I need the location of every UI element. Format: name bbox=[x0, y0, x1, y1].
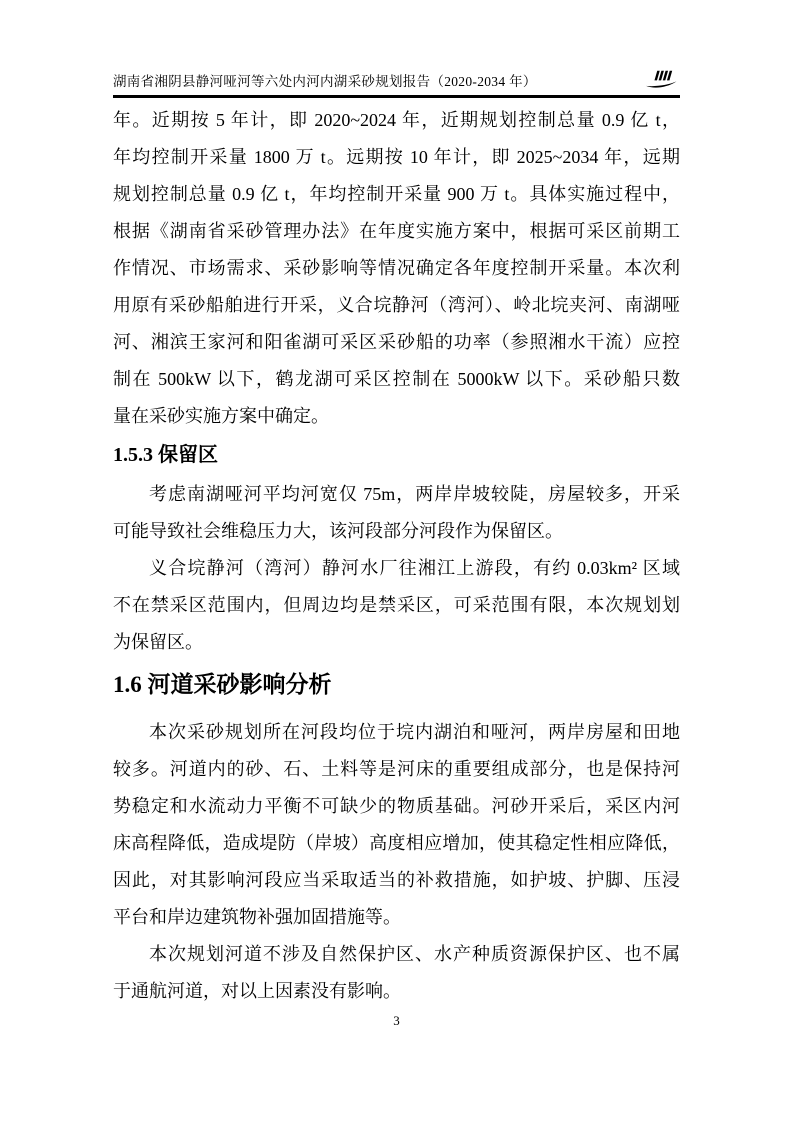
body-text-line: 可能导致社会维稳压力大，该河段部分河段作为保留区。 bbox=[113, 521, 563, 541]
body-text-line: 河、湘滨王家河和阳雀湖可采区采砂船的功率（参照湘水干流）应控 bbox=[113, 332, 680, 352]
body-text-line: 平台和岸边建筑物补强加固措施等。 bbox=[113, 907, 401, 927]
body-text-line: 量在采砂实施方案中确定。 bbox=[113, 406, 329, 426]
body-text-line: 用原有采砂船舶进行开采，义合垸静河（湾河）、岭北垸夹河、南湖哑 bbox=[113, 295, 680, 315]
body-text-line: 规划控制总量 0.9 亿 t，年均控制开采量 900 万 t。具体实施过程中， bbox=[113, 184, 680, 204]
header-rule bbox=[113, 95, 680, 98]
paragraph-continuation bbox=[113, 102, 680, 435]
body-text-line: 因此，对其影响河段应当采取适当的补救措施，如护坡、护脚、压浸 bbox=[113, 870, 680, 890]
page-header bbox=[113, 68, 680, 92]
paragraph bbox=[113, 476, 680, 550]
body-text-line: 根据《湖南省采砂管理办法》在年度实施方案中，根据可采区前期工 bbox=[113, 221, 680, 241]
heading-1-5-3: 1.5.3 保留区 bbox=[113, 444, 218, 466]
body-text-line: 为保留区。 bbox=[113, 632, 203, 652]
heading-1-6: 1.6 河道采砂影响分析 bbox=[113, 672, 332, 697]
body-text-line: 义合垸静河（湾河）静河水厂往湘江上游段，有约 0.03km² 区域 bbox=[149, 558, 680, 578]
body-text-line: 床高程降低，造成堤防（岸坡）高度相应增加，使其稳定性相应降低， bbox=[113, 833, 680, 853]
header-title: 湖南省湘阴县静河哑河等六处内河内湖采砂规划报告（2020-2034 年） bbox=[113, 74, 537, 89]
body-text-line: 制在 500kW 以下，鹤龙湖可采区控制在 5000kW 以下。采砂船只数 bbox=[113, 369, 680, 389]
body-text-line: 本次规划河道不涉及自然保护区、水产种质资源保护区、也不属 bbox=[149, 944, 680, 964]
body-text-line: 本次采砂规划所在河段均位于垸内湖泊和哑河，两岸房屋和田地 bbox=[149, 722, 680, 742]
page-footer bbox=[0, 1013, 793, 1029]
body-text-line: 年均控制开采量 1800 万 t。远期按 10 年计，即 2025~2034 年，远期 bbox=[113, 147, 680, 167]
paragraph bbox=[113, 936, 680, 1010]
page-number: 3 bbox=[393, 1013, 400, 1028]
body-text-line: 作情况、市场需求、采砂影响等情况确定各年度控制开采量。本次利 bbox=[113, 258, 680, 278]
paragraph bbox=[113, 714, 680, 936]
paragraph bbox=[113, 550, 680, 661]
body-text-line: 不在禁采区范围内，但周边均是禁采区，可采范围有限，本次规划划 bbox=[113, 595, 680, 615]
body-text-line: 考虑南湖哑河平均河宽仅 75m，两岸岸坡较陡，房屋较多，开采 bbox=[149, 484, 680, 504]
body-text-line: 于通航河道，对以上因素没有影响。 bbox=[113, 981, 401, 1001]
body-text-line: 势稳定和水流动力平衡不可缺少的物质基础。河砂开采后，采区内河 bbox=[113, 796, 680, 816]
body-text-line: 较多。河道内的砂、石、土料等是河床的重要组成部分，也是保持河 bbox=[113, 759, 680, 779]
body-text-line: 年。近期按 5 年计，即 2020~2024 年，近期规划控制总量 0.9 亿 t， bbox=[113, 110, 680, 130]
document-body bbox=[113, 102, 680, 1010]
company-logo-icon bbox=[644, 68, 680, 92]
